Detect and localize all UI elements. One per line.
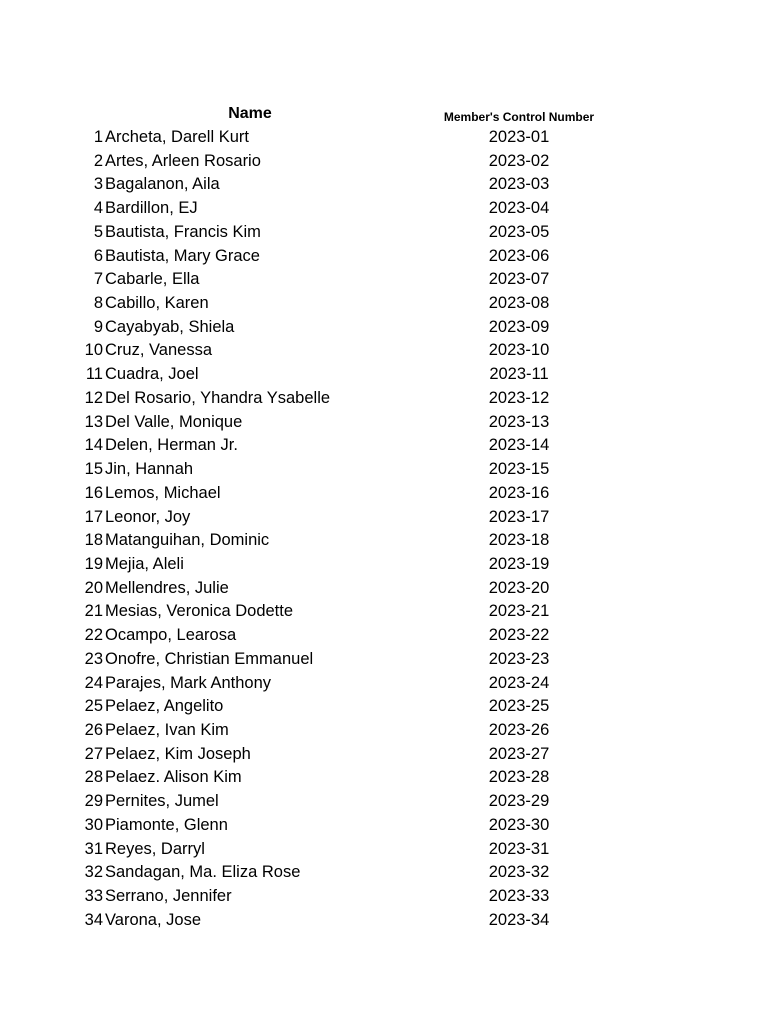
member-name: Bautista, Francis Kim [105,222,261,241]
member-name: Cabarle, Ella [105,270,200,289]
row-number: 26 [84,720,103,739]
row-number: 23 [84,649,103,668]
member-control-number: 2023-04 [488,199,550,218]
member-name: Archeta, Darell Kurt [105,128,249,146]
table-row [0,838,768,862]
member-control-number: 2023-12 [488,388,550,407]
member-name: Bagalanon, Aila [105,175,220,194]
member-control-number: 2023-14 [488,436,550,455]
row-number: 19 [84,554,103,573]
member-name: Cruz, Vanessa [105,341,212,360]
table-row [0,506,768,530]
member-name: Pelaez, Kim Joseph [105,744,251,763]
member-control-number: 2023-28 [488,768,550,787]
member-control-number: 2023-22 [488,626,550,645]
member-control-number: 2023-02 [488,151,550,170]
row-number: 32 [84,863,103,882]
member-control-number: 2023-01 [488,128,550,146]
member-control-number: 2023-26 [488,720,550,739]
table-row [0,434,768,458]
member-name: Mejia, Aleli [105,554,184,573]
member-control-number: 2023-07 [488,270,550,289]
table-row [0,577,768,601]
row-number: 22 [84,626,103,645]
row-number: 2 [93,151,103,170]
member-name: Parajes, Mark Anthony [105,673,271,692]
member-name: Cayabyab, Shiela [105,317,235,336]
row-number: 20 [84,578,103,597]
member-name: Mesias, Veronica Dodette [105,602,294,621]
member-control-number: 2023-18 [488,531,550,550]
member-control-number: 2023-23 [488,649,550,668]
member-name: Cabillo, Karen [105,294,209,313]
member-table [0,126,768,932]
member-control-number: 2023-34 [488,910,550,929]
row-number: 34 [84,910,103,929]
table-row [0,624,768,648]
row-number: 6 [93,246,103,265]
table-header [0,103,768,125]
row-number: 11 [85,365,103,384]
member-name: Bautista, Mary Grace [105,246,260,265]
member-name: Cuadra, Joel [105,365,199,384]
member-name: Del Valle, Monique [105,412,243,431]
row-number: 5 [93,222,103,241]
member-name: Mellendres, Julie [105,578,229,597]
name-column-header: Name [228,105,272,122]
member-name: Artes, Arleen Rosario [105,151,261,170]
row-number: 27 [84,744,103,763]
row-number: 3 [93,175,103,194]
row-number: 8 [93,294,103,313]
member-control-number: 2023-31 [488,839,550,858]
row-number: 14 [84,436,103,455]
table-row [0,387,768,411]
row-number: 4 [93,199,103,218]
row-number: 12 [84,388,103,407]
table-row [0,363,768,387]
table-row [0,885,768,909]
row-number: 10 [84,341,103,360]
table-row [0,221,768,245]
member-name: Varona, Jose [105,910,202,929]
row-number: 17 [84,507,103,526]
table-row [0,411,768,435]
row-number: 31 [84,839,103,858]
member-control-number: 2023-32 [488,863,550,882]
row-number: 9 [93,317,103,336]
table-row [0,719,768,743]
table-row [0,672,768,696]
table-row [0,126,768,150]
member-control-number: 2023-10 [488,341,550,360]
member-name: Onofre, Christian Emmanuel [105,649,314,668]
row-number: 25 [84,697,103,716]
row-number: 16 [84,483,103,502]
member-name: Jin, Hannah [105,460,194,479]
member-name: Pelaez, Angelito [105,697,224,716]
row-number: 29 [84,792,103,811]
table-row [0,339,768,363]
row-number: 7 [93,270,103,289]
table-row [0,292,768,316]
member-name: Reyes, Darryl [105,839,205,858]
member-name: Piamonte, Glenn [105,815,228,834]
table-row [0,790,768,814]
table-row [0,245,768,269]
member-control-number: 2023-16 [488,483,550,502]
row-number: 33 [84,887,103,905]
member-control-number: 2023-20 [488,578,550,597]
row-number: 15 [84,460,103,479]
table-row [0,150,768,174]
table-row [0,695,768,719]
member-name: Del Rosario, Yhandra Ysabelle [105,388,331,407]
member-control-number: 2023-25 [488,697,550,716]
row-number: 1 [93,128,103,146]
member-control-number: 2023-05 [488,222,550,241]
table-row [0,814,768,838]
member-control-number: 2023-11 [489,365,549,384]
member-name: Matanguihan, Dominic [105,531,270,550]
member-name: Ocampo, Learosa [105,626,237,645]
table-row [0,600,768,624]
member-name: Sandagan, Ma. Eliza Rose [105,863,301,882]
member-control-number: 2023-29 [488,792,550,811]
member-control-number: 2023-24 [488,673,550,692]
table-row [0,482,768,506]
member-control-number: 2023-09 [488,317,550,336]
member-name: Pelaez, Ivan Kim [105,720,229,739]
table-row [0,648,768,672]
member-name: Bardillon, EJ [105,199,198,218]
member-name: Delen, Herman Jr. [105,436,238,455]
row-number: 18 [84,531,103,550]
member-control-number: 2023-06 [488,246,550,265]
table-row [0,458,768,482]
row-number: 30 [84,815,103,834]
table-row [0,197,768,221]
row-number: 28 [84,768,103,787]
member-name: Serrano, Jennifer [105,887,232,905]
member-name: Lemos, Michael [105,483,221,502]
member-control-number: 2023-30 [488,815,550,834]
member-control-number: 2023-15 [488,460,550,479]
table-row [0,861,768,885]
table-row [0,766,768,790]
table-row [0,909,768,933]
table-row [0,316,768,340]
member-control-number: 2023-33 [488,887,550,905]
member-control-number: 2023-27 [488,744,550,763]
table-row [0,529,768,553]
member-control-number: 2023-17 [488,507,550,526]
member-control-number: 2023-19 [488,554,550,573]
member-control-number: 2023-13 [488,412,550,431]
member-control-number: 2023-08 [488,294,550,313]
member-control-number: 2023-21 [488,602,550,621]
member-control-number: 2023-03 [488,175,550,194]
member-name: Leonor, Joy [105,507,191,526]
row-number: 21 [84,602,103,621]
table-row [0,173,768,197]
table-row [0,268,768,292]
row-number: 13 [84,412,103,431]
control-number-column-header: Member's Control Number [443,110,595,124]
member-name: Pernites, Jumel [105,792,219,811]
table-row [0,743,768,767]
table-row [0,553,768,577]
member-name: Pelaez. Alison Kim [105,768,242,787]
row-number: 24 [84,673,103,692]
